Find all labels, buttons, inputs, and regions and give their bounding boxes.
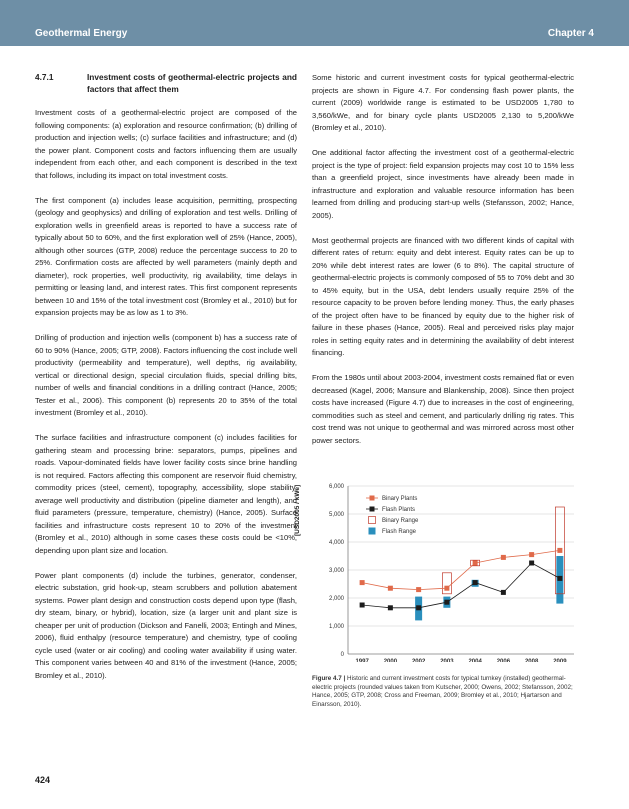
right-column [312,72,574,460]
chart-ylabel: [USD2005 / kWe] [294,484,301,536]
paragraph: Most geothermal projects are financed with two different kinds of capital with different rates of return: equity and debt interest. Equity rates can be up to 20% while debt interest rates are lower (6 to 8%). The capital structure of geothermal-electric projects is commonly composed of 55 to 70% debt and 30 to 45% equity, but in the USA, debt lenders usually require 25% of the resource capacity to be proven before lending money. Thus, the early phases of the project often have to be financed by equity due to the higher risk of failure in these phases (Hance, 2005). Real and perceived risks play major roles in setting equity rates and in determining the availability of debt interest financing. [312,235,574,357]
caption-text: Historic and current investment costs for typical turnkey (installed) geothermal-electric projects (rounded values taken from Kutscher, 2000; Owens, 2002; Stefansson, 2002; Hance, 2005; GTP, 2008; Cross and Freeman, 2009; Bromley et al., 2010; Hjartarson and Einarsson, 2010). [312,675,573,708]
section-title: Investment costs of geothermal-electric projects and factors that affect them [87,72,297,94]
binary-plant-point [529,552,534,557]
binary-plant-point [444,586,449,591]
binary-plant-point [501,555,506,560]
x-tick-label: 2009 [553,659,567,662]
y-tick-label: 6,000 [328,484,344,490]
page-header [0,0,629,46]
paragraph: The surface facilities and infrastructure component (c) includes facilities for gathering steam and processing brine: separators, pumps, pipelines and roads. Vapour-dominated fields have lower facility costs since brine handling is not required. Factors affecting this component are reservoir fluid chemistry, commodity prices (steel, cement), topography, accessibility, slope stability, average well productivity and distribution (pipeline diameter and length), and fluid parameters (pressure, temperature, chemistry) (Hance, 2005). Surface facilities and infrastructure costs represent 10 to 20% of the investment (Bromley et al., 2010) although in some cases these costs could be <10%, depending upon plant size and location. [35,433,297,555]
flash-plant-point [416,605,421,610]
binary-plant-point [473,561,478,566]
section-number: 4.7.1 [35,72,54,82]
left-column [35,72,297,695]
binary-plant-point [360,580,365,585]
x-tick-label: 2000 [383,659,398,662]
figure-4-7 [294,480,582,662]
flash-plant-point [388,605,393,610]
flash-plant-point [557,576,562,581]
binary-plant-point [416,587,421,592]
y-tick-label: 3,000 [328,568,344,574]
legend-label: Flash Range [382,529,417,535]
figure-caption [312,675,574,709]
binary-plant-point [388,586,393,591]
legend-marker [370,507,375,512]
header-chapter: Chapter 4 [547,28,594,39]
y-tick-label: 2,000 [328,596,344,602]
x-tick-label: 2002 [411,659,426,662]
legend-marker [370,496,375,501]
legend-label: Flash Plants [382,507,416,513]
paragraph: Power plant components (d) include the turbines, generator, condenser, electric substation, grid hook-up, steam scrubbers and pollution abatement systems. Power plant design and construction costs depend upon type (flash, dry steam, binary, or hybrid), location, size (a larger unit and plant size is cheaper per unit of production (Dickson and Fanelli, 2003; Entingh and Mines, 2006), fluid enthalpy (resource temperature) and chemistry, type of cooling cycle used (water or air cooling) and cooling water availability if using water. This component varies between 40 and 81% of the investment (Hance, 2005; Bromley et al., 2010). [35,570,297,680]
y-tick-label: 4,000 [328,540,344,546]
paragraph: Some historic and current investment costs for typical geothermal-electric projects are shown in Figure 4.7. For condensing flash power plants, the current (2009) worldwide range is estimated to be USD2005 1,780 to 3,560/kWe, and for binary cycle plants USD2005 2,130 to 5,200/kWe (Bromley et al., 2010). [312,73,574,132]
flash-plant-point [529,561,534,566]
binary-plant-point [557,548,562,553]
x-tick-label: 2008 [524,659,539,662]
investment-cost-chart [312,480,582,662]
flash-plant-point [444,600,449,605]
flash-plant-point [501,590,506,595]
paragraph: Drilling of production and injection wells (component b) has a success rate of 60 to 90% (Hance, 2005; GTP, 2008). Factors influencing the cost include well productivity (permeability and temperature), well depths, rig availability, vertical or directional design, special circulation fluids, special drilling bits, number of wells and financial conditions in a drilling contract (Hance, 2005; Tester et al., 2006). This component (b) represents 20 to 35% of the total investment (Bromley et al., 2010). [35,333,297,417]
flash-plant-point [473,580,478,585]
x-tick-label: 2006 [496,659,511,662]
caption-label: Figure 4.7 | [312,675,346,682]
flash-plants-line [362,563,560,608]
x-tick-label: 2004 [468,659,482,662]
legend-marker [369,517,376,524]
section-heading [35,72,297,95]
paragraph: The first component (a) includes lease acquisition, permitting, prospecting (geology and geophysics) and drilling of exploration and test wells. Drilling of exploration wells in greenfield areas is reported to have a success rate of typically about 50 to 60%, and the first exploration well of 25% (Hance, 2005), although other sources (GTP, 2008) reduce the percentage success to 20 to 25%. Confirmation costs are affected by well parameters (mainly depth and diameter), rock properties, well productivity, rig availability, time delays in permitting or leasing land, and interest rates. This first component represents between 10 and 15% of the total investment cost (Bromley et al., 2010) but for expansion projects may be as low as 1 to 3%. [35,195,297,317]
paragraph: From the 1980s until about 2003-2004, investment costs remained flat or even decreased (Kagel, 2006; Mansure and Blankenship, 2008). Since then project costs have increased (Figure 4.7) due to increases in the cost of engineering, commodities such as steel and cement, and particularly drilling rig rates. This cost trend was not unique to geothermal and was mirrored across most other power sectors. [312,373,574,445]
y-tick-label: 1,000 [328,624,344,630]
y-tick-label: 5,000 [328,512,344,518]
flash-plant-point [360,603,365,608]
header-title: Geothermal Energy [35,28,128,39]
y-tick-label: 0 [340,652,344,658]
x-tick-label: 2003 [440,659,454,662]
paragraph: Investment costs of a geothermal-electric project are composed of the following components: (a) exploration and resource confirmation; (b) drilling of production and injection wells; (c) surface facilities and infrastructure; and (d) the power plant. Component costs and factors influencing them are usually independent from each other, and each component is described in the text that follows, including its impact on total investment costs. [35,108,297,180]
legend-label: Binary Range [382,518,419,524]
page-number: 424 [35,775,51,785]
legend-label: Binary Plants [382,496,418,502]
legend-marker [369,528,376,535]
paragraph: One additional factor affecting the investment cost of a geothermal-electric project is the type of project: field expansion projects may cost 10 to 15% less than a greenfield project, since investments have already been made in infrastructure and exploration and valuable resource information has been learned from drilling and producing start-up wells (Stefansson, 2002; Hance, 2005). [312,148,574,220]
x-tick-label: 1997 [355,659,369,662]
